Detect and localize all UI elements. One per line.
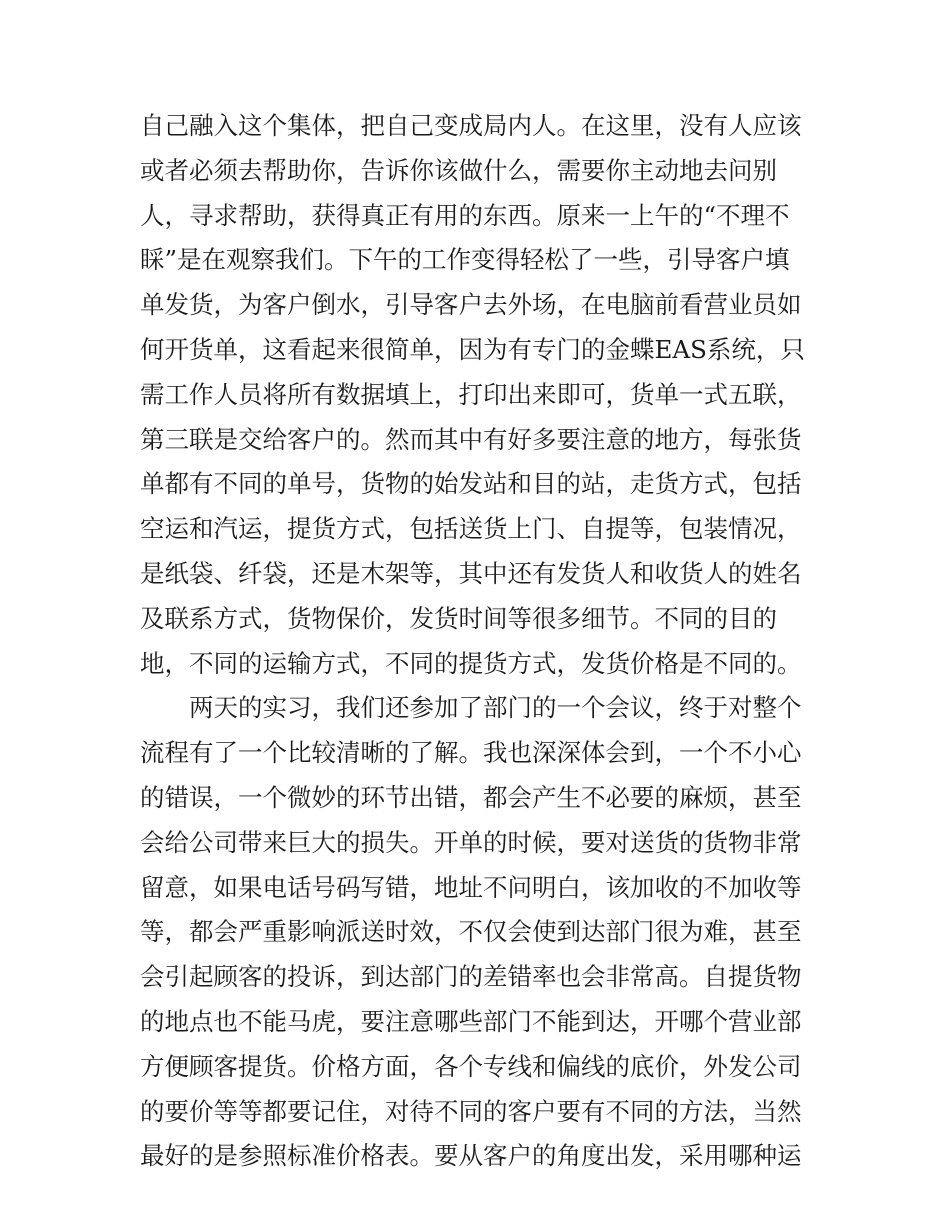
text-line: 空运和汽运，提货方式，包括送货上门、自提等，包装情况，: [140, 514, 802, 544]
text-line: 的地点也不能马虎，要注意哪些部门不能到达，开哪个营业部: [140, 1006, 802, 1036]
text-line: 的错误，一个微妙的环节出错，都会产生不必要的麻烦，甚至: [140, 782, 802, 812]
text-line: 最好的是参照标准价格表。要从客户的角度出发，采用哪种运: [140, 1141, 802, 1171]
text-line: 是纸袋、纤袋，还是木架等，其中还有发货人和收货人的姓名: [140, 558, 802, 588]
text-line: 及联系方式，货物保价，发货时间等很多细节。不同的目的: [140, 603, 777, 633]
text-line: 第三联是交给客户的。然而其中有好多要注意的地方，每张货: [140, 424, 802, 454]
text-line: 会给公司带来巨大的损失。开单的时候，要对送货的货物非常: [140, 827, 802, 857]
paragraph-2: [140, 686, 820, 1179]
text-line: 方便顾客提货。价格方面，各个专线和偏线的底价，外发公司: [140, 1051, 802, 1081]
text-line: 两天的实习，我们还参加了部门的一个会议，终于对整个: [189, 693, 802, 723]
text-line: 留意，如果电话号码写错，地址不问明白，该加收的不加收等: [140, 872, 802, 902]
text-line: 单发货，为客户倒水，引导客户去外场，在电脑前看营业员如: [140, 290, 802, 320]
text-line: 需工作人员将所有数据填上，打印出来即可，货单一式五联，: [140, 379, 802, 409]
text-line: 睬”是在观察我们。下午的工作变得轻松了一些，引导客户填: [140, 245, 790, 275]
text-line: 单都有不同的单号，货物的始发站和目的站，走货方式，包括: [140, 469, 802, 499]
body-text: [140, 104, 820, 1179]
text-line: 自己融入这个集体，把自己变成局内人。在这里，没有人应该: [140, 111, 802, 140]
paragraph-1: [140, 104, 820, 686]
text-line: 人，寻求帮助，获得真正有用的东西。原来一上午的“不理不: [140, 200, 790, 230]
text-line: 流程有了一个比较清晰的了解。我也深深体会到，一个不小心: [140, 738, 802, 768]
text-line: 或者必须去帮助你，告诉你该做什么，需要你主动地去问别: [140, 155, 777, 185]
text-line: 何开货单，这看起来很简单，因为有专门的金蝶EAS系统，只: [140, 334, 805, 364]
text-line: 等，都会严重影响派送时效，不仅会使到达部门很为难，甚至: [140, 917, 802, 947]
text-line: 会引起顾客的投诉，到达部门的差错率也会非常高。自提货物: [140, 962, 802, 992]
text-line: 的要价等等都要记住，对待不同的客户要有不同的方法，当然: [140, 1096, 802, 1126]
text-line: 地，不同的运输方式，不同的提货方式，发货价格是不同的。: [140, 648, 802, 678]
